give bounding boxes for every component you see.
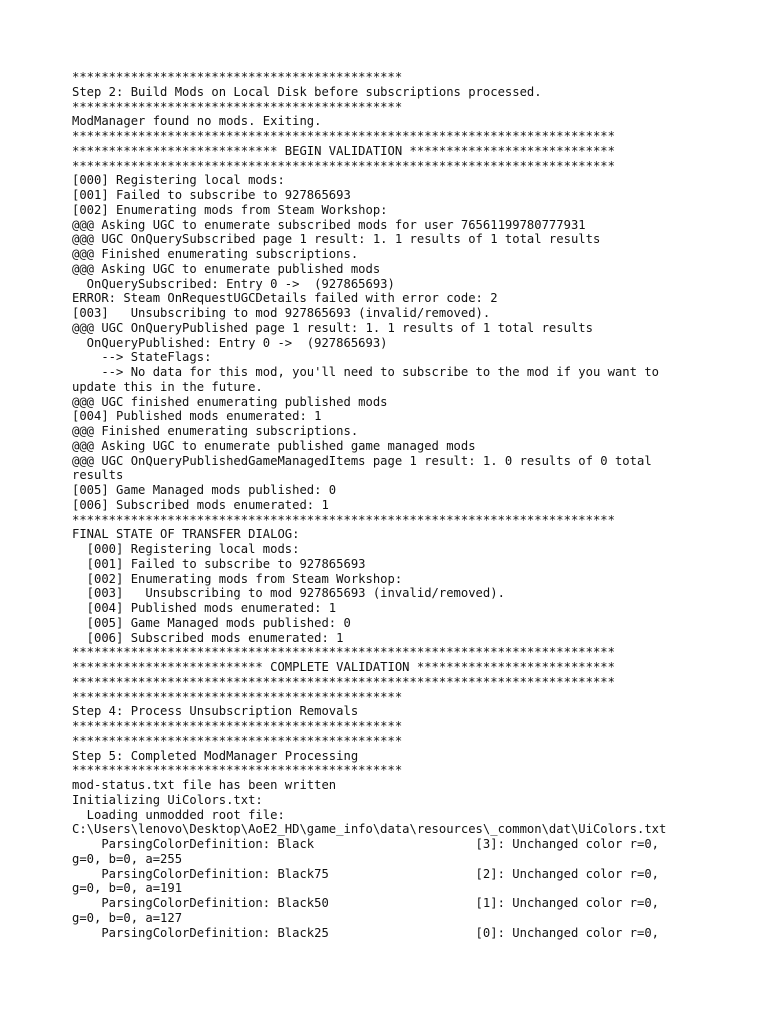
- log-line: ParsingColorDefinition: Black25 [0]: Unchanged color r=0,: [72, 925, 659, 940]
- log-line: [006] Subscribed mods enumerated: 1: [72, 497, 329, 512]
- log-line: g=0, b=0, a=191: [72, 881, 183, 896]
- log-line: --> No data for this mod, you'll need to subscribe to the mod if you want to: [72, 365, 659, 379]
- log-line: [002] Enumerating mods from Steam Workshop:: [72, 202, 388, 217]
- log-line: OnQuerySubscribed: Entry 0 -> (927865693): [72, 276, 395, 291]
- log-line: g=0, b=0, a=127: [72, 910, 183, 925]
- log-line: **************************************************************************: [72, 645, 615, 660]
- log-line: Step 2: Build Mods on Local Disk before subscriptions processed.: [72, 84, 542, 99]
- log-line: **************************************************************************: [72, 158, 615, 173]
- log-line: @@@ UGC finished enumerating published mods: [72, 394, 388, 409]
- log-line: **************************************************************************: [72, 674, 615, 689]
- log-line: --> StateFlags:: [72, 350, 212, 365]
- log-line: [001] Failed to subscribe to 927865693: [72, 556, 366, 571]
- log-line: **************************************************************************: [72, 129, 615, 143]
- log-line: update this in the future.: [72, 379, 263, 394]
- log-line: *********************************************: [72, 763, 403, 778]
- log-line: *********************************************: [72, 733, 403, 748]
- log-line: **************************** BEGIN VALIDATION ****************************: [72, 143, 615, 158]
- log-line: *********************************************: [72, 689, 403, 704]
- log-line: @@@ Asking UGC to enumerate published mods: [72, 261, 381, 276]
- log-line: [000] Registering local mods:: [72, 542, 300, 556]
- log-line: [000] Registering local mods:: [72, 173, 285, 188]
- log-line: ParsingColorDefinition: Black50 [1]: Unchanged color r=0,: [72, 896, 659, 910]
- log-line: g=0, b=0, a=255: [72, 851, 183, 866]
- log-line: [003] Unsubscribing to mod 927865693 (invalid/removed).: [72, 586, 505, 601]
- log-line: [006] Subscribed mods enumerated: 1: [72, 630, 344, 645]
- log-line: ModManager found no mods. Exiting.: [72, 114, 322, 129]
- log-line: *********************************************: [72, 719, 403, 733]
- log-line: @@@ Asking UGC to enumerate published game managed mods: [72, 438, 476, 453]
- log-line: @@@ Asking UGC to enumerate subscribed mods for user 76561199780777931: [72, 217, 586, 232]
- log-line: Loading unmodded root file:: [72, 807, 285, 822]
- log-line: FINAL STATE OF TRANSFER DIALOG:: [72, 527, 300, 542]
- log-line: @@@ Finished enumerating subscriptions.: [72, 424, 359, 438]
- log-line: OnQueryPublished: Entry 0 -> (927865693): [72, 335, 388, 350]
- log-line: [002] Enumerating mods from Steam Workshop:: [72, 571, 403, 586]
- log-line: **************************************************************************: [72, 512, 615, 527]
- log-line: C:\Users\lenovo\Desktop\AoE2_HD\game_info\data\resources\_common\dat\UiColors.txt: [72, 822, 667, 837]
- log-line: [003] Unsubscribing to mod 927865693 (invalid/removed).: [72, 306, 491, 320]
- log-line: ParsingColorDefinition: Black [3]: Unchanged color r=0,: [72, 837, 659, 851]
- log-line: results: [72, 468, 124, 483]
- log-line: *********************************************: [72, 99, 403, 114]
- log-line: Step 4: Process Unsubscription Removals: [72, 704, 359, 719]
- log-line: [005] Game Managed mods published: 0: [72, 615, 351, 630]
- log-line: ParsingColorDefinition: Black75 [2]: Unchanged color r=0,: [72, 866, 659, 881]
- log-line: [004] Published mods enumerated: 1: [72, 601, 337, 615]
- log-line: @@@ UGC OnQuerySubscribed page 1 result: 1. 1 results of 1 total results: [72, 232, 601, 247]
- log-line: ERROR: Steam OnRequestUGCDetails failed with error code: 2: [72, 291, 498, 306]
- log-line: mod-status.txt file has been written: [72, 778, 337, 792]
- log-line: @@@ UGC OnQueryPublishedGameManagedItems page 1 result: 1. 0 results of 0 total: [72, 453, 652, 468]
- log-line: Step 5: Completed ModManager Processing: [72, 748, 359, 763]
- log-line: *********************************************: [72, 70, 403, 84]
- log-line: [004] Published mods enumerated: 1: [72, 409, 322, 424]
- log-line: ************************** COMPLETE VALIDATION ***************************: [72, 660, 615, 674]
- log-line: [001] Failed to subscribe to 927865693: [72, 188, 351, 202]
- log-line: @@@ UGC OnQueryPublished page 1 result: 1. 1 results of 1 total results: [72, 320, 593, 335]
- log-line: @@@ Finished enumerating subscriptions.: [72, 247, 359, 261]
- log-line: Initializing UiColors.txt:: [72, 792, 263, 807]
- log-text-block: [72, 70, 712, 940]
- log-line: [005] Game Managed mods published: 0: [72, 483, 337, 497]
